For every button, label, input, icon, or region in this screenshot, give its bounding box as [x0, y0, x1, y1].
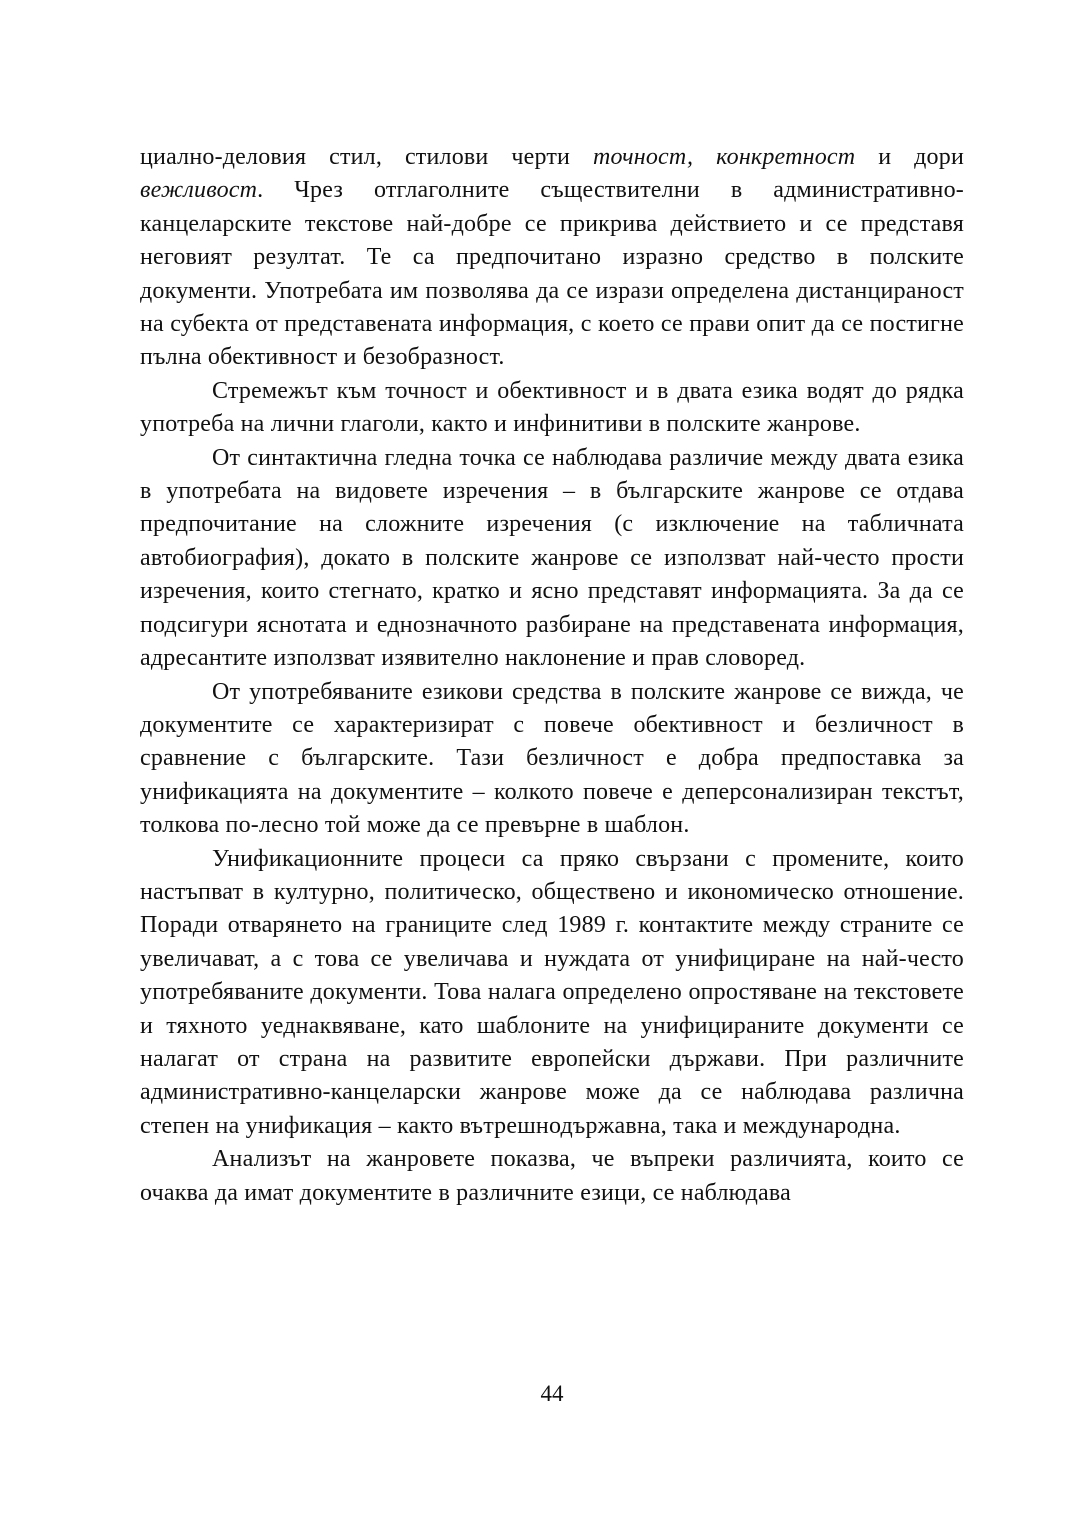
paragraph-segment: циално-деловия стил, стилови черти [140, 144, 593, 170]
paragraph-segment-italic: точност, конкретност [592, 144, 856, 170]
text-block [140, 141, 964, 1210]
paragraph: От синтактична гледна точка се наблюдава различие между двата езика в употребата на видовете изречения – в българските жанрове се отдава предпочитание на сложните изречения (с изключение на табличната автобиография), докато в полските жанрове се използват най-често прости изречения, които стегнато, кратко и ясно представят информацията. За да се подсигури яснотата и еднозначното разбиране на представената информация, адресантите използват изявително наклонение и прав словоред. [140, 444, 964, 672]
paragraph-segment: . Чрез отглаголните съществителни в административно-канцеларските текстове най-добре се прикрива действието и се представя неговият резултат. Те са предпочитано изразно средство в полските документи. Употребата им позволява да се изрази определена дистанцираност на субекта от представената информация, с което се прави опит да се постигне пълна обективност и безобразност. [140, 177, 964, 371]
paragraph: Унификационните процеси са пряко свързани с промените, които настъпват в културно, политическо, обществено и икономическо отношение. Поради отварянето на границите след 1989 г. контактите между страните се увеличават, а с това се увеличава и нуждата от унифициране на най-често употребяваните документи. Това налага определено опростяване на текстовете и тяхното уеднаквяване, като шаблоните на унифицираните документи се налагат от страна на развитите европейски държави. При различните административно-канцеларски жанрове може да се наблюдава различна степен на унификация – както вътрешнодържавна, така и международна. [140, 845, 964, 1139]
paragraph-continuation [140, 141, 964, 375]
paragraph: От употребяваните езикови средства в полските жанрове се вижда, че документите се характеризират с повече обективност и безличност в сравнение с българските. Тази безличност е добра предпоставка за унификацията на документите – колкото повече е деперсонализиран текстът, толкова по-лесно той може да се превърне в шаблон. [140, 678, 964, 839]
paragraph: Стремежът към точност и обективност и в двата езика водят до рядка употреба на лични глаголи, както и инфинитиви в полските жанрове. [140, 377, 964, 438]
paragraph: Анализът на жанровете показва, че въпреки различията, които се очаква да имат документите в различните езици, се наблюдава [140, 1146, 964, 1206]
page-number: 44 [540, 1381, 564, 1406]
paragraph-segment-italic: вежливост [140, 177, 258, 204]
paragraph-segment: и дори [855, 144, 964, 170]
